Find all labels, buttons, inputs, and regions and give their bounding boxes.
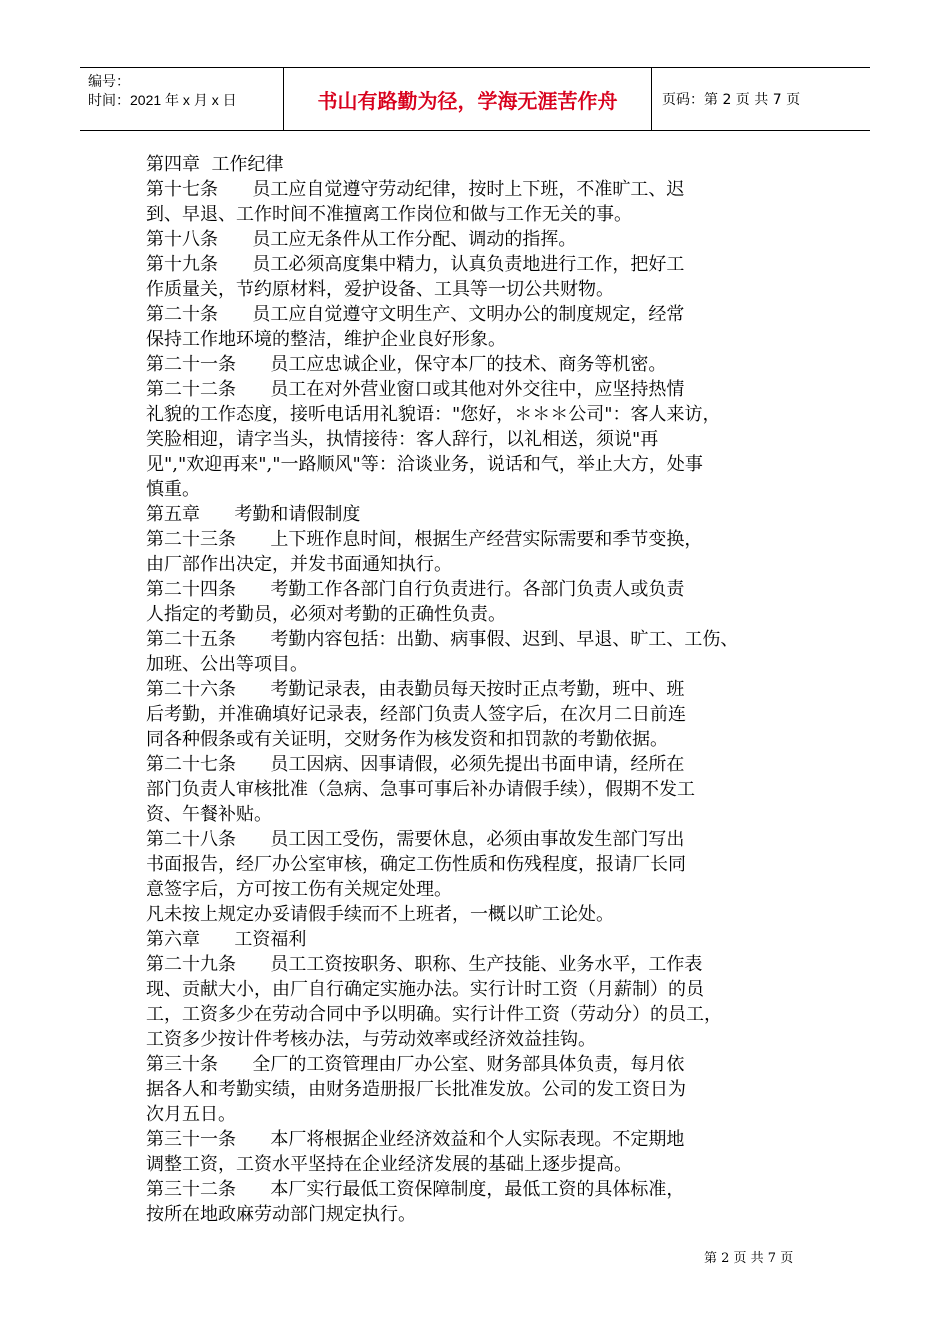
text-line: 第三十二条 本厂实行最低工资保障制度，最低工资的具体标准，: [146, 1179, 685, 1200]
text-line: 据各人和考勤实绩，由财务造册报厂长批准发放。公司的发工资日为: [146, 1079, 686, 1100]
text-line: 慎重。: [146, 479, 200, 500]
motto: 书山有路勤为径，学海无涯苦作舟: [283, 68, 652, 130]
text-line: 人指定的考勤员，必须对考勤的正确性负责。: [146, 604, 506, 625]
text-line: 第六章 工资福利: [146, 929, 307, 950]
text-line: 第二十九条 员工工资按职务、职称、生产技能、业务水平，工作表: [146, 954, 703, 975]
text-line: 工，工资多少在劳动合同中予以明确。实行计件工资（劳动分）的员工，: [146, 1004, 722, 1025]
text-line: 第二十一条 员工应忠诚企业，保守本厂的技术、商务等机密。: [146, 354, 667, 375]
text-line: 部门负责人审核批准（急病、急事可事后补办请假手续），假期不发工: [146, 779, 695, 800]
text-line: 第十七条 员工应自觉遵守劳动纪律，按时上下班，不准旷工、迟: [146, 179, 685, 200]
text-line: 意签字后，方可按工伤有关规定处理。: [146, 879, 452, 900]
number-label: 编号：: [88, 73, 130, 89]
text-line: 第五章 考勤和请假制度: [146, 504, 361, 525]
text-line: 第四章 工作纪律: [146, 154, 284, 175]
text-line: 加班、公出等项目。: [146, 654, 308, 675]
text-line: 凡未按上规定办妥请假手续而不上班者，一概以旷工论处。: [146, 904, 614, 925]
text-line: 第二十三条 上下班作息时间，根据生产经营实际需要和季节变换，: [146, 529, 703, 550]
text-line: 工资多少按计件考核办法，与劳动效率或经济效益挂钩。: [146, 1029, 596, 1050]
text-line: 第二十二条 员工在对外营业窗口或其他对外交往中，应坚持热情: [146, 379, 685, 400]
text-line: 第二十八条 员工因工受伤，需要休息，必须由事故发生部门写出: [146, 829, 685, 850]
text-line: 第十八条 员工应无条件从工作分配、调动的指挥。: [146, 229, 577, 250]
text-line: 第二十七条 员工因病、因事请假，必须先提出书面申请，经所在: [146, 754, 685, 775]
text-line: 由厂部作出决定，并发书面通知执行。: [146, 554, 452, 575]
text-line: 第二十四条 考勤工作各部门自行负责进行。各部门负责人或负责: [146, 579, 685, 600]
text-line: 笑脸相迎，请字当头，执情接待：客人辞行，以礼相送，须说"再: [146, 429, 659, 450]
text-line: 现、贡献大小，由厂自行确定实施办法。实行计时工资（月薪制）的员: [146, 979, 704, 1000]
text-line: 第二十六条 考勤记录表，由表勤员每天按时正点考勤，班中、班: [146, 679, 685, 700]
text-line: 第三十条 全厂的工资管理由厂办公室、财务部具体负责，每月依: [146, 1054, 685, 1075]
text-line: 第十九条 员工必须高度集中精力，认真负责地进行工作，把好工: [146, 254, 685, 275]
text-line: 礼貌的工作态度，接听电话用礼貌语："您好，＊＊＊公司"：客人来访，: [146, 404, 721, 425]
text-line: 后考勤，并准确填好记录表，经部门负责人签字后，在次月二日前连: [146, 704, 686, 725]
text-line: 同各种假条或有关证明，交财务作为核发资和扣罚款的考勤依据。: [146, 729, 668, 750]
text-line: 按所在地政麻劳动部门规定执行。: [146, 1204, 416, 1225]
page-footer: 第 2 页 共 7 页: [704, 1251, 794, 1266]
text-line: 调整工资，工资水平坚持在企业经济发展的基础上逐步提高。: [146, 1154, 632, 1175]
text-line: 到、早退、工作时间不准擅离工作岗位和做与工作无关的事。: [146, 204, 632, 225]
text-line: 第三十一条 本厂将根据企业经济效益和个人实际表现。不定期地: [146, 1129, 685, 1150]
text-line: 次月五日。: [146, 1104, 236, 1125]
text-line: 见","欢迎再来","一路顺风"等：洽谈业务，说话和气，举止大方，处事: [146, 454, 703, 475]
text-line: 保持工作地环境的整洁，维护企业良好形象。: [146, 329, 506, 350]
header-meta: [80, 68, 283, 130]
text-line: 第二十五条 考勤内容包括：出勤、病事假、迟到、早退、旷工、工伤、: [146, 629, 739, 650]
text-line: 书面报告，经厂办公室审核，确定工伤性质和伤残程度，报请厂长同: [146, 854, 686, 875]
text-line: 作质量关，节约原材料，爱护设备、工具等一切公共财物。: [146, 279, 614, 300]
text-line: 第二十条 员工应自觉遵守文明生产、文明办公的制度规定，经常: [146, 304, 685, 325]
page-code: 页码：第 2 页 共 7 页: [662, 92, 801, 108]
header-table: [80, 67, 870, 131]
text-line: 资、午餐补贴。: [146, 804, 272, 825]
body-text: [146, 152, 816, 1227]
time-label: 时间：2021 年 x 月 x 日: [88, 92, 237, 108]
